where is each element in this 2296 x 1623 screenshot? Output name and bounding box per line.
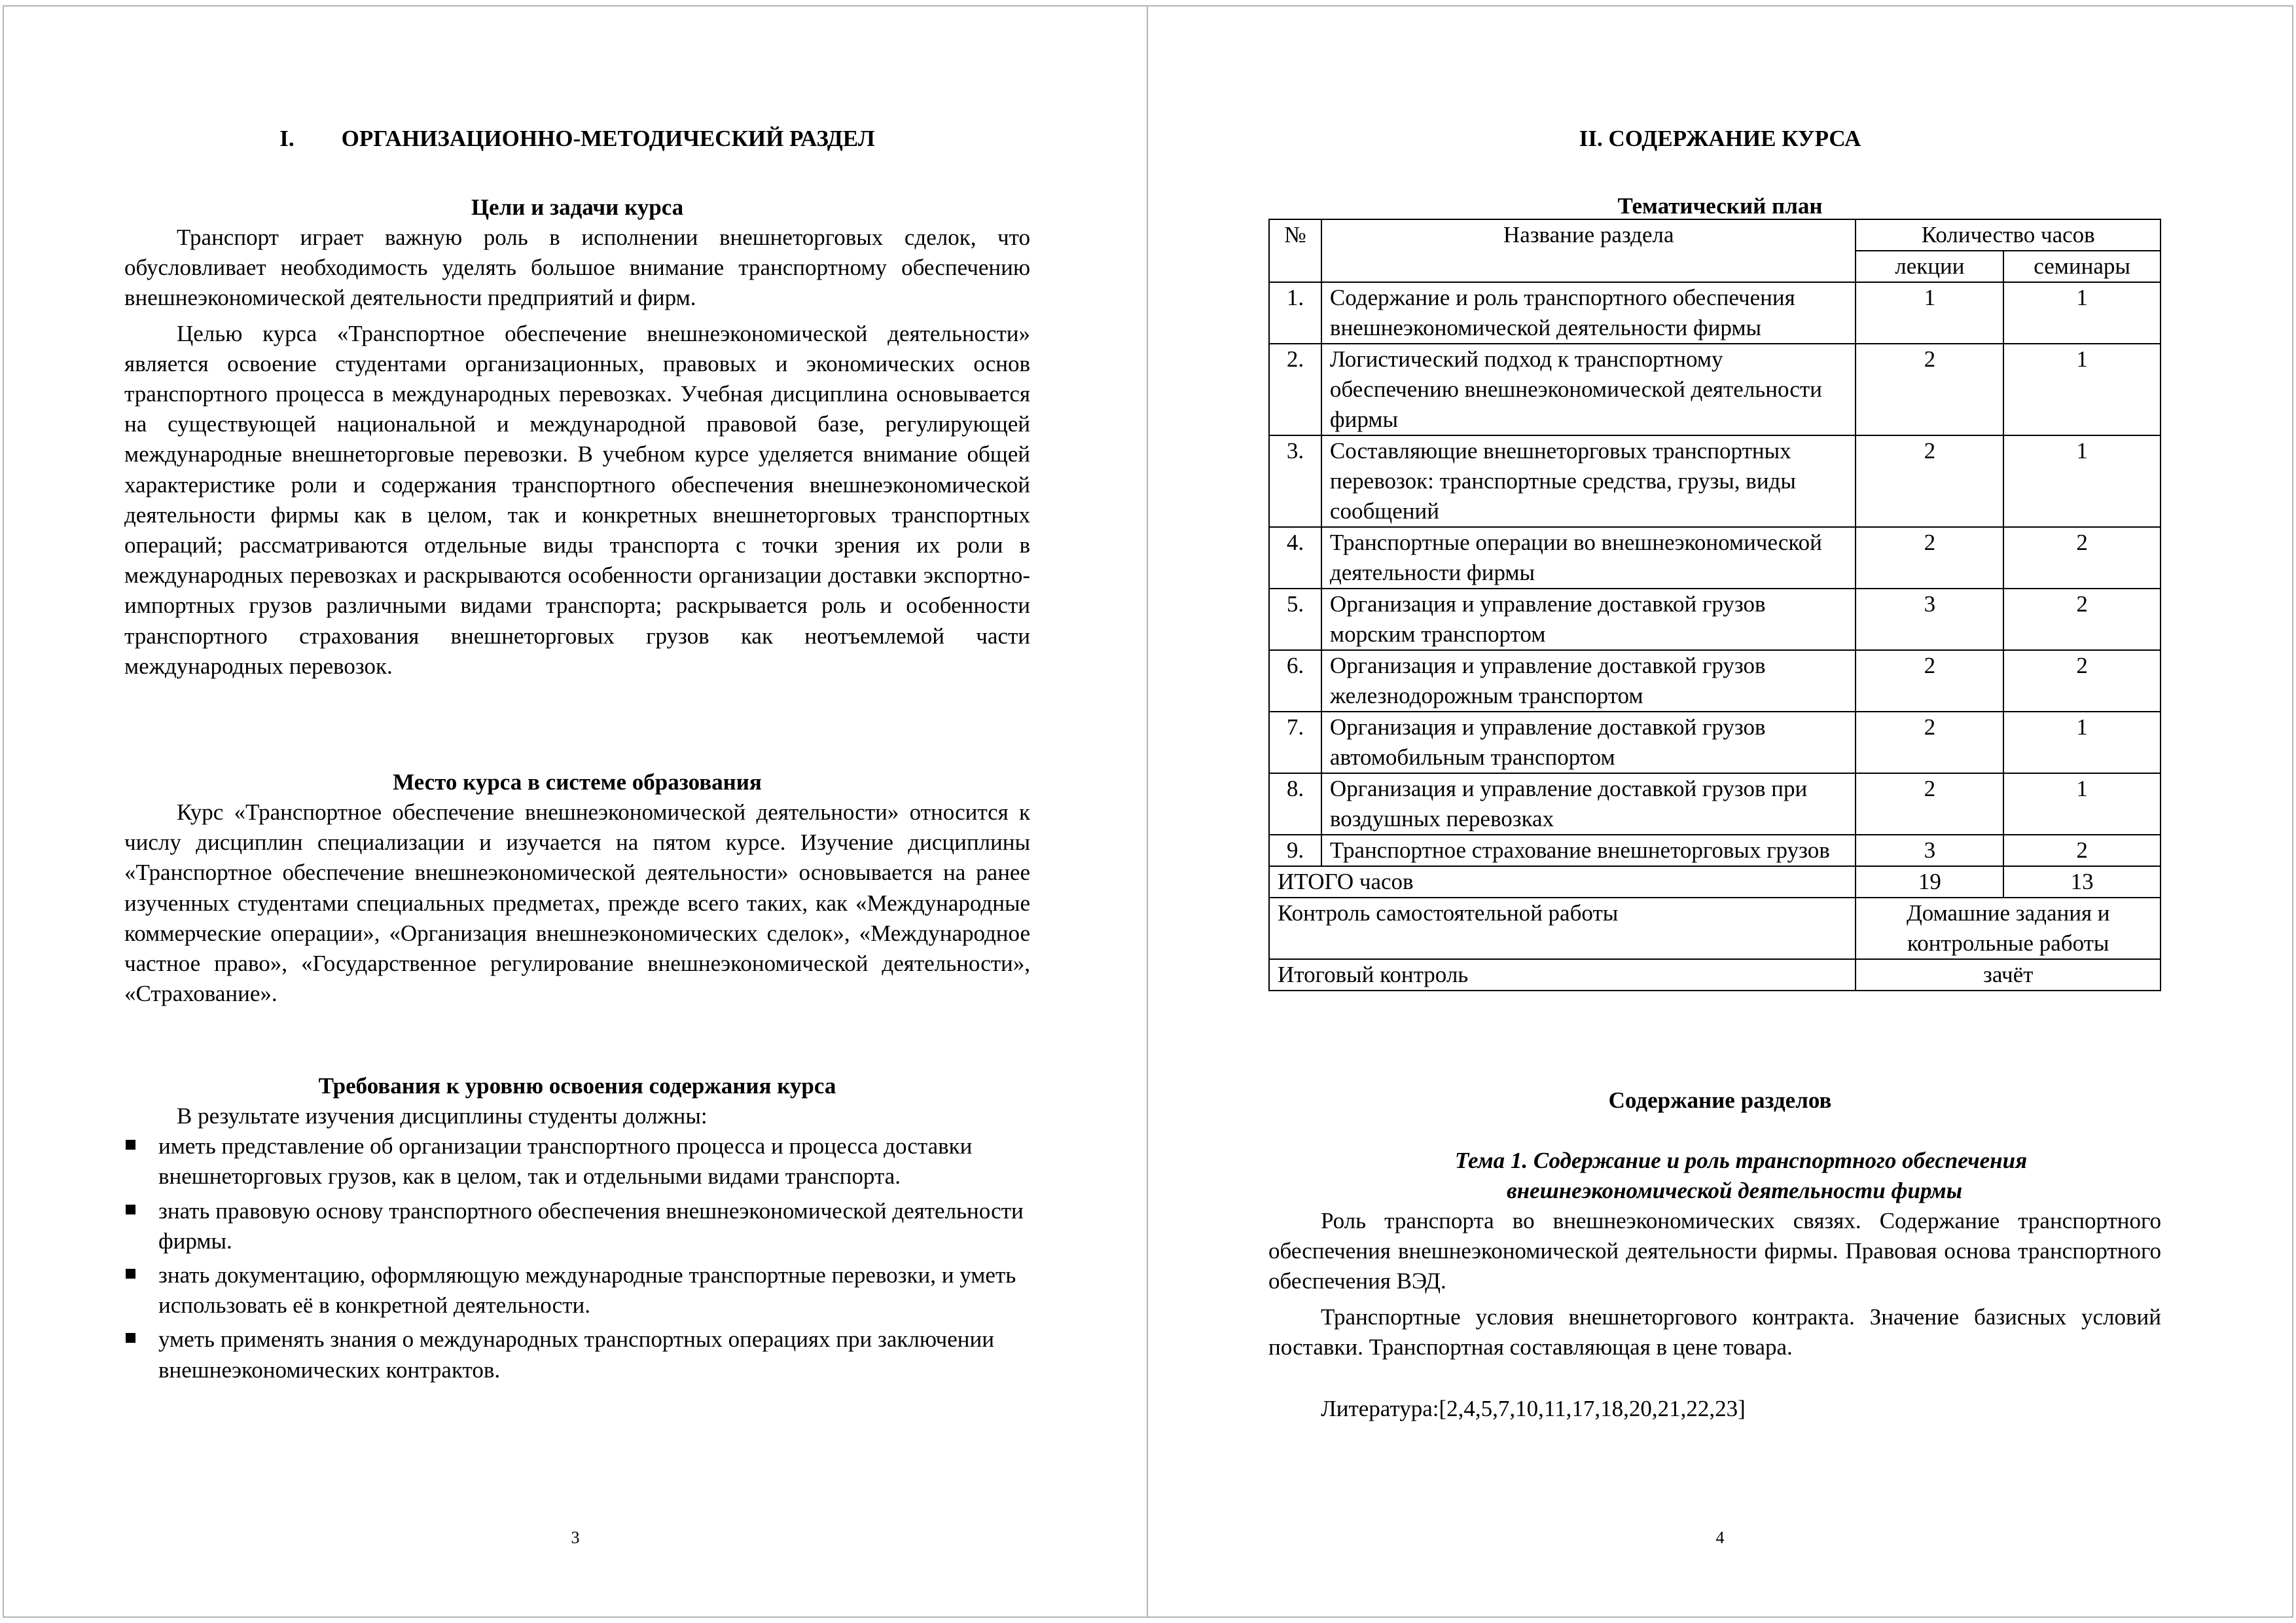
topic-title-line-1: Тема 1. Содержание и роль транспортного обеспечения: [1454, 1148, 2028, 1173]
section-heading-1: [124, 123, 1030, 155]
requirement-item: знать правовую основу транспортного обеспечения внешнеэкономической деятельности фирмы.: [124, 1196, 1030, 1256]
table-header-row: [1269, 219, 2161, 251]
page-number-right: 4: [1715, 1528, 1725, 1547]
page-right: [1147, 5, 2293, 1618]
heading-text: ОРГАНИЗАЦИОННО-МЕТОДИЧЕСКИЙ РАЗДЕЛ: [341, 126, 875, 151]
section-heading-2: II. СОДЕРЖАНИЕ КУРСА: [1579, 126, 1861, 151]
table-row: 1. Содержание и роль транспортного обеспечения внешнеэкономической деятельности фирмы 1 1: [1269, 282, 2161, 344]
literature: Литература:[2,4,5,7,10,11,17,18,20,21,22,23]: [1321, 1396, 1746, 1422]
final-row: [1269, 959, 2161, 991]
topic-1: [1268, 1146, 2161, 1424]
bullet-icon: [126, 1205, 135, 1214]
goals-section: [124, 192, 1030, 682]
final-label: Итоговый контроль: [1269, 959, 1856, 991]
topic-title-line-2: внешнеэкономической деятельности фирмы: [1506, 1178, 1963, 1203]
place-title: Место курса в системе образования: [393, 769, 762, 795]
bullet-icon: [126, 1269, 135, 1279]
bullet-icon: [126, 1140, 135, 1150]
goals-paragraph-2: Целью курса «Транспортное обеспечение внешнеэкономической деятельности» является освоение студентами организационных, правовых и экономических основ транспортного процесса в международных перевозках. Учебная дисциплина основывается на существующей национальной и международной правовой базе, регулирующей международные внешнеторговые перевозки. В учебном курсе уделяется внимание общей характеристике роли и содержания транспортного обеспечения внешнеэкономической деятельности фирмы как в целом, так и конкретных внешнеторговых транспортных операций; рассматриваются отдельные виды транспорта с точки зрения их роли в международных перевозках и раскрываются особенности организации доставки экспортно-импортных грузов различными видами транспорта; раскрывается роль и особенности транспортного страхования внешнеторговых грузов как неотъемлемой части международных перевозок.: [124, 320, 1030, 679]
control-label: Контроль самостоятельной работы: [1269, 898, 1856, 959]
table-row: 5. Организация и управление доставкой грузов морским транспортом 3 2: [1269, 589, 2161, 650]
requirements-section: [124, 1071, 1030, 1385]
table-row: 9. Транспортное страхование внешнеторговых грузов 3 2: [1269, 835, 2161, 866]
thematic-plan-table: [1268, 219, 2161, 991]
header-name: Название раздела: [1321, 219, 1856, 282]
header-seminars: семинары: [2003, 251, 2161, 282]
sections-title: Содержание разделов: [1608, 1087, 1832, 1113]
requirement-item: уметь применять знания о международных транспортных операциях при заключении внешнеэкономических контрактов.: [124, 1324, 1030, 1385]
requirements-list: [124, 1131, 1030, 1385]
page-left: [3, 5, 1148, 1618]
header-num: №: [1269, 219, 1321, 282]
table-row: 2. Логистический подход к транспортному обеспечению внешнеэкономической деятельности фирмы 2 1: [1269, 344, 2161, 435]
table-row: 8. Организация и управление доставкой грузов при воздушных перевозках 2 1: [1269, 773, 2161, 835]
table-row: 3. Составляющие внешнеторговых транспортных перевозок: транспортные средства, грузы, виды сообщений 2 1: [1269, 435, 2161, 527]
final-value: зачёт: [1856, 959, 2161, 991]
requirement-item: иметь представление об организации транспортного процесса и процесса доставки внешнеторговых грузов, как в целом, так и отдельными видами транспорта.: [124, 1131, 1030, 1192]
requirements-title: Требования к уровню освоения содержания курса: [318, 1073, 836, 1099]
goals-paragraph-1: Транспорт играет важную роль в исполнении внешнеторговых сделок, что обусловливает необходимость уделять большое внимание транспортному обеспечению внешнеэкономической деятельности предприятий и фирм.: [124, 225, 1030, 311]
page-number-left: 3: [571, 1528, 580, 1547]
plan-title: Тематический план: [1617, 193, 1823, 219]
table-row: 6. Организация и управление доставкой грузов железнодорожным транспортом 2 2: [1269, 650, 2161, 712]
header-hours: Количество часов: [1856, 219, 2161, 251]
header-lectures: лекции: [1856, 251, 2003, 282]
topic-paragraph-2: Транспортные условия внешнеторгового контракта. Значение базисных условий поставки. Транспортная составляющая в цене товара.: [1268, 1304, 2161, 1360]
table-row: 7. Организация и управление доставкой грузов автомобильным транспортом 2 1: [1269, 712, 2161, 773]
control-row: [1269, 898, 2161, 959]
place-section: [124, 767, 1030, 1009]
total-label: ИТОГО часов: [1269, 866, 1856, 898]
topic-paragraph-1: Роль транспорта во внешнеэкономических связях. Содержание транспортного обеспечения внешнеэкономической деятельности фирмы. Правовая основа транспортного обеспечения ВЭД.: [1268, 1208, 2161, 1294]
total-seminars: 13: [2003, 866, 2161, 898]
control-value: Домашние задания и контрольные работы: [1856, 898, 2161, 959]
requirement-item: знать документацию, оформляющую международные транспортные перевозки, и уметь использовать её в конкретной деятельности.: [124, 1260, 1030, 1321]
bullet-icon: [126, 1333, 135, 1343]
goals-title: Цели и задачи курса: [471, 194, 684, 220]
requirements-intro: В результате изучения дисциплины студенты должны:: [177, 1103, 708, 1129]
total-lectures: 19: [1856, 866, 2003, 898]
table-row: 4. Транспортные операции во внешнеэкономической деятельности фирмы 2 2: [1269, 527, 2161, 589]
heading-number: I.: [279, 126, 295, 151]
place-paragraph: Курс «Транспортное обеспечение внешнеэкономической деятельности» относится к числу дисциплин специализации и изучается на пятом курсе. Изучение дисциплины «Транспортное обеспечение внешнеэкономической деятельности» основывается на ранее изученных студентами специальных предметах, прежде всего таких, как «Международные коммерческие операции», «Организация внешнеэкономических сделок», «Международное частное право», «Государственное регулирование внешнеэкономической деятельности», «Страхование».: [124, 799, 1030, 1007]
total-row: [1269, 866, 2161, 898]
